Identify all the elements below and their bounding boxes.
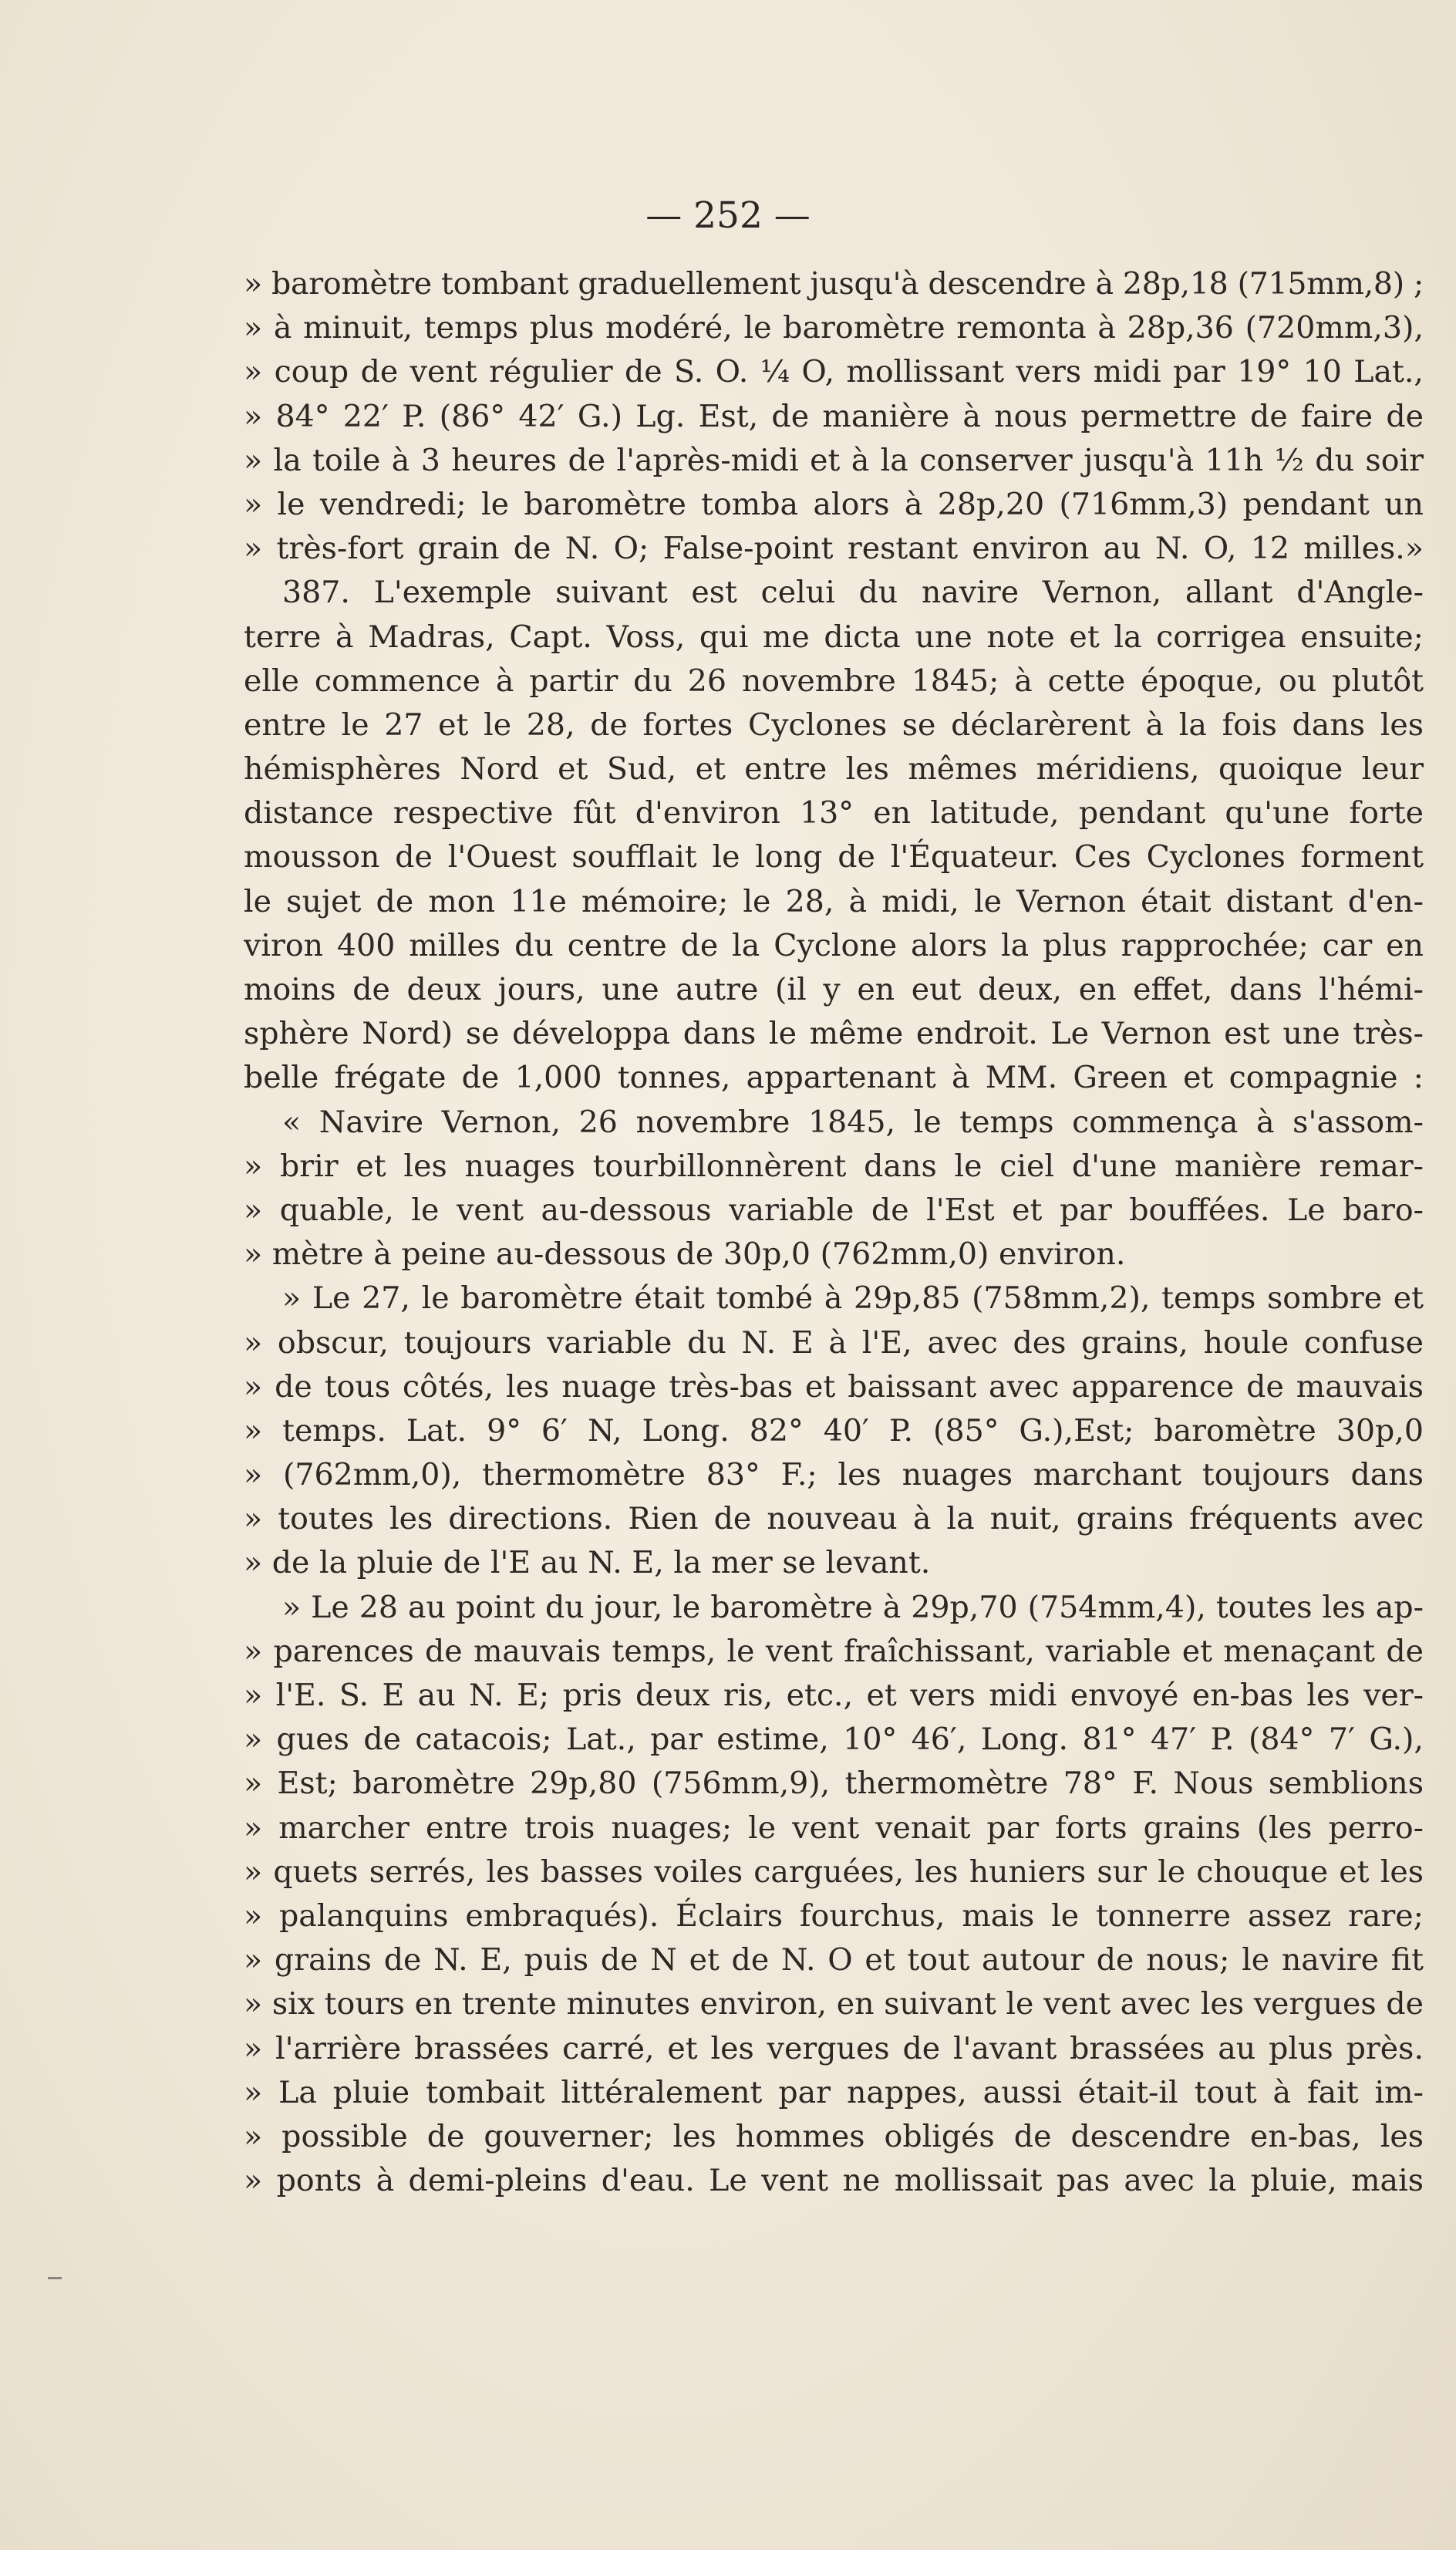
- text-line: » quets serrés, les basses voiles carguées, les huniers sur le chouque et les: [244, 1853, 1424, 1890]
- text-line: » parences de mauvais temps, le vent fraîchissant, variable et menaçant de: [244, 1633, 1424, 1669]
- margin-mark: [48, 2277, 62, 2279]
- text-line: mousson de l'Ouest soufflait le long de l'Équateur. Ces Cyclones forment: [244, 839, 1424, 875]
- text-line: » 84° 22′ P. (86° 42′ G.) Lg. Est, de manière à nous permettre de faire de: [244, 398, 1424, 434]
- text-line: le sujet de mon 11e mémoire; le 28, à midi, le Vernon était distant d'en-: [244, 883, 1424, 919]
- text-line: sphère Nord) se développa dans le même endroit. Le Vernon est une très-: [244, 1016, 1424, 1052]
- text-line: » brir et les nuages tourbillonnèrent dans le ciel d'une manière remar-: [244, 1148, 1424, 1184]
- text-line: » possible de gouverner; les hommes obligés de descendre en-bas, les: [244, 2118, 1424, 2154]
- text-line: » mètre à peine au-dessous de 30p,0 (762mm,0) environ.: [244, 1236, 1126, 1273]
- text-line: » palanquins embraqués). Éclairs fourchus, mais le tonnerre assez rare;: [244, 1897, 1424, 1934]
- text-line: » de tous côtés, les nuage très-bas et baissant avec apparence de mauvais: [244, 1368, 1424, 1405]
- text-line: elle commence à partir du 26 novembre 1845; à cette époque, ou plutôt: [244, 663, 1424, 699]
- text-line: » l'arrière brassées carré, et les vergues de l'avant brassées au plus près.: [244, 2030, 1424, 2066]
- text-line: » coup de vent régulier de S. O. ¼ O, mollissant vers midi par 19° 10 Lat.,: [244, 354, 1424, 390]
- text-line: » quable, le vent au-dessous variable de l'Est et par bouffées. Le baro-: [244, 1192, 1424, 1228]
- text-line: » La pluie tombait littéralement par nappes, aussi était-il tout à fait im-: [244, 2074, 1424, 2110]
- text-line: » Le 27, le baromètre était tombé à 29p,85 (758mm,2), temps sombre et: [282, 1280, 1424, 1317]
- text-line: » (762mm,0), thermomètre 83° F.; les nuages marchant toujours dans: [244, 1457, 1424, 1493]
- text-line: » toutes les directions. Rien de nouveau à la nuit, grains fréquents avec: [244, 1501, 1424, 1537]
- text-line: » à minuit, temps plus modéré, le baromètre remonta à 28p,36 (720mm,3),: [244, 310, 1424, 346]
- text-line: » grains de N. E, puis de N et de N. O et tout autour de nous; le navire fit: [244, 1942, 1424, 1978]
- text-line: » ponts à demi-pleins d'eau. Le vent ne mollissait pas avec la pluie, mais: [244, 2163, 1424, 2199]
- text-line: terre à Madras, Capt. Voss, qui me dicta une note et la corrigea ensuite;: [244, 619, 1424, 655]
- page-number: — 252 —: [645, 194, 811, 237]
- text-line: » baromètre tombant graduellement jusqu'à descendre à 28p,18 (715mm,8) ;: [244, 266, 1424, 302]
- text-line: « Navire Vernon, 26 novembre 1845, le temps commença à s'assom-: [282, 1104, 1424, 1140]
- text-line: hémisphères Nord et Sud, et entre les mêmes méridiens, quoique leur: [244, 751, 1424, 788]
- text-line: distance respective fût d'environ 13° en latitude, pendant qu'une forte: [244, 795, 1424, 831]
- text-line: » la toile à 3 heures de l'après-midi et à la conserver jusqu'à 11h ½ du soir: [244, 442, 1424, 478]
- text-line: » l'E. S. E au N. E; pris deux ris, etc., et vers midi envoyé en-bas les ver-: [244, 1678, 1424, 1713]
- text-line: » six tours en trente minutes environ, en suivant le vent avec les vergues de: [244, 1986, 1424, 2022]
- text-line: » obscur, toujours variable du N. E à l'E, avec des grains, houle confuse: [244, 1324, 1424, 1361]
- text-line: belle frégate de 1,000 tonnes, appartenant à MM. Green et compagnie :: [244, 1060, 1424, 1096]
- text-line: » marcher entre trois nuages; le vent venait par forts grains (les perro-: [244, 1810, 1424, 1846]
- text-line: viron 400 milles du centre de la Cyclone alors la plus rapprochée; car en: [244, 927, 1424, 963]
- text-line: 387. L'exemple suivant est celui du navire Vernon, allant d'Angle-: [282, 575, 1424, 611]
- text-line: » Le 28 au point du jour, le baromètre à 29p,70 (754mm,4), toutes les ap-: [282, 1589, 1424, 1625]
- text-line: » gues de catacois; Lat., par estime, 10° 46′, Long. 81° 47′ P. (84° 7′ G.),: [244, 1722, 1424, 1758]
- body-text: [244, 262, 1424, 2203]
- text-line: » temps. Lat. 9° 6′ N, Long. 82° 40′ P. (85° G.),Est; baromètre 30p,0: [244, 1412, 1424, 1449]
- text-line: » le vendredi; le baromètre tomba alors à 28p,20 (716mm,3) pendant un: [244, 486, 1424, 522]
- text-line: entre le 27 et le 28, de fortes Cyclones se déclarèrent à la fois dans les: [244, 707, 1424, 743]
- text-line: moins de deux jours, une autre (il y en eut deux, en effet, dans l'hémi-: [244, 972, 1424, 1007]
- text-line: » Est; baromètre 29p,80 (756mm,9), thermomètre 78° F. Nous semblions: [244, 1766, 1424, 1802]
- text-line: » très-fort grain de N. O; False-point restant environ au N. O, 12 milles.»: [244, 531, 1424, 567]
- text-line: » de la pluie de l'E au N. E, la mer se levant.: [244, 1545, 931, 1581]
